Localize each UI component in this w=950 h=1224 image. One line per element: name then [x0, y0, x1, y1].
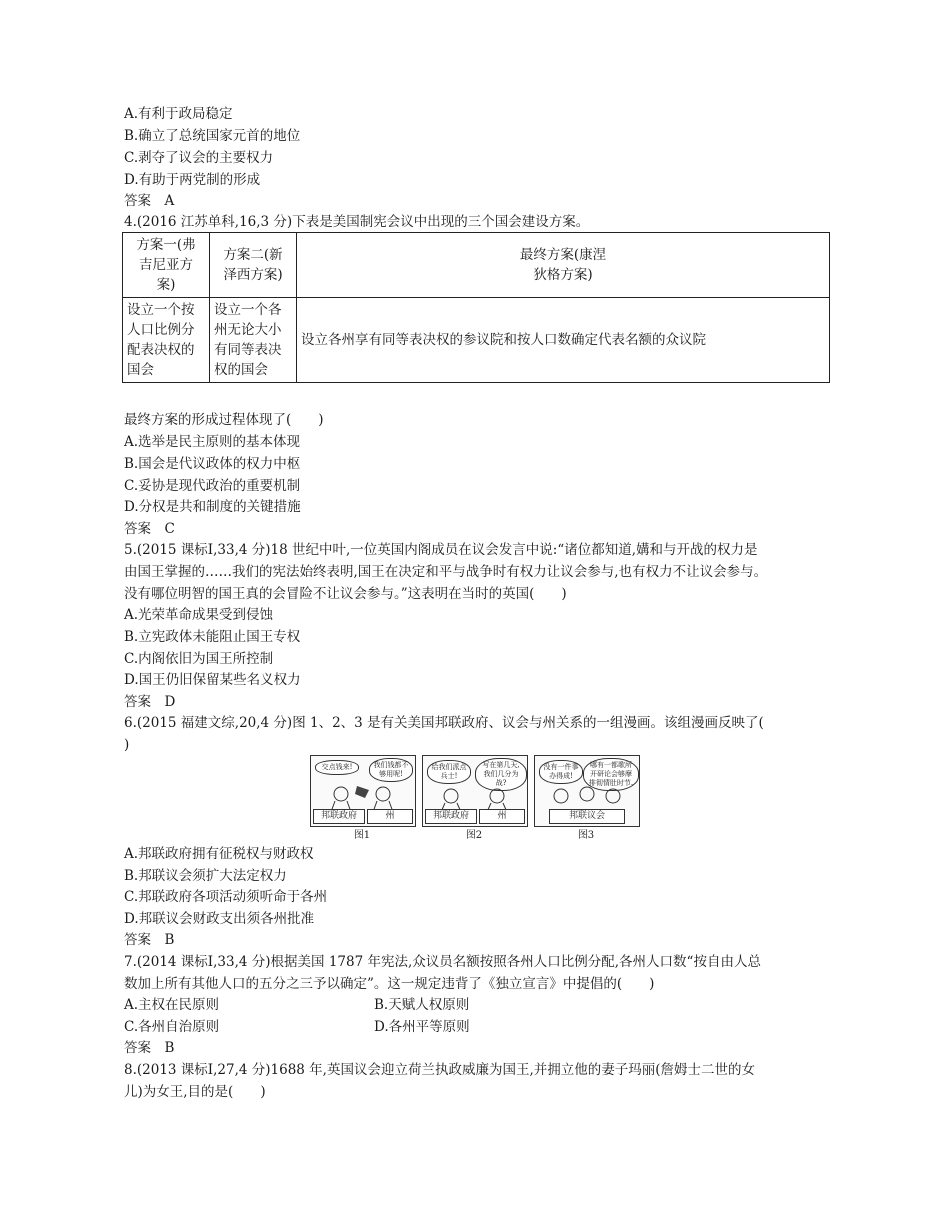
sign-label: 邦联议会 [549, 809, 625, 824]
table-header-row [123, 233, 830, 298]
speech-bubble: 交点钱来! [315, 760, 359, 775]
q5-answer: 答案 D [124, 694, 176, 710]
speech-bubble: 没有一件事办得成! [539, 760, 583, 784]
table-cell: 设立一个各州无论大小有同等表决权的国会 [210, 298, 297, 383]
q6-option-b: B.邦联议会须扩大法定权力 [124, 868, 287, 884]
speech-bubble: 给我们派点兵士! [427, 760, 471, 784]
table-header-cell: 最终方案(康涅狄格方案) [297, 233, 830, 298]
speech-bubble: 写在第几天,我们几分为战? [475, 758, 527, 791]
q5-option-d: D.国王仍旧保留某些名义权力 [124, 672, 301, 688]
comic-caption-1: 图1 [353, 830, 371, 841]
table-row [123, 298, 830, 383]
q7-stem-line-1: 7.(2014 课标Ⅰ,33,4 分)根据美国 1787 年宪法,众议员名额按照各州人口比例分配,各州人口数“按自由人总 [124, 954, 761, 970]
comic-panel-3 [534, 755, 640, 827]
table-header-cell: 方案二(新泽西方案) [210, 233, 297, 298]
q4-option-a: A.选举是民主原则的基本体现 [124, 434, 301, 450]
q3-option-d: D.有助于两党制的形成 [124, 172, 261, 188]
q5-stem-line-2: 由国王掌握的……我们的宪法始终表明,国王在决定和平与战争时有权力让议会参与,也有权力不让议会参与。 [124, 564, 768, 580]
table-cell: 设立各州享有同等表决权的参议院和按人口数确定代表名额的众议院 [297, 298, 830, 383]
q8-stem-line-1: 8.(2013 课标Ⅰ,27,4 分)1688 年,英国议会迎立荷兰执政威廉为国王,并拥立他的妻子玛丽(詹姆士二世的女 [124, 1062, 756, 1078]
q4-option-b: B.国会是代议政体的权力中枢 [124, 456, 301, 472]
q7-answer: 答案 B [124, 1040, 175, 1056]
sign-label: 邦联政府 [313, 809, 365, 824]
table-cell: 设立一个按人口比例分配表决权的国会 [123, 298, 210, 383]
speech-bubble: 我们钱都不够用呢! [369, 758, 413, 782]
comic-caption-3: 图3 [577, 830, 595, 841]
q7-stem-line-2: 数加上所有其他人口的五分之三予以确定”。这一规定违背了《独立宣言》中提倡的( ) [124, 976, 655, 992]
q4-stem: 4.(2016 江苏单科,16,3 分)下表是美国制宪会议中出现的三个国会建设方案。 [124, 214, 590, 230]
comic-panel-2 [422, 755, 528, 827]
q7-option-d: D.各州平等原则 [374, 1019, 470, 1035]
q5-option-c: C.内阁依旧为国王所控制 [124, 651, 274, 667]
sign-label: 邦联政府 [425, 809, 477, 824]
q7-option-c: C.各州自治原则 [124, 1019, 220, 1035]
comic-panel-1 [310, 755, 416, 827]
q4-plan-table [122, 232, 830, 383]
q3-answer: 答案 A [124, 193, 175, 209]
q5-option-b: B.立宪政体未能阻止国王专权 [124, 629, 301, 645]
q6-stem-line-2: ) [124, 737, 130, 753]
q5-option-a: A.光荣革命成果受到侵蚀 [124, 607, 274, 623]
q5-stem-line-3: 没有哪位明智的国王真的会冒险不让议会参与。”这表明在当时的英国( ) [124, 586, 567, 602]
q4-answer: 答案 C [124, 521, 175, 537]
q4-question: 最终方案的形成过程体现了( ) [124, 412, 324, 428]
q6-option-a: A.邦联政府拥有征税权与财政权 [124, 846, 314, 862]
q3-option-a: A.有利于政局稳定 [124, 106, 233, 122]
q6-option-c: C.邦联政府各项活动须听命于各州 [124, 889, 328, 905]
q5-stem-line-1: 5.(2015 课标Ⅰ,33,4 分)18 世纪中叶,一位英国内阁成员在议会发言中说:“诸位都知道,媾和与开战的权力是 [124, 542, 758, 558]
sign-label: 州 [479, 809, 525, 824]
q4-option-d: D.分权是共和制度的关键措施 [124, 499, 301, 515]
q7-option-b: B.天赋人权原则 [374, 997, 470, 1013]
q6-option-d: D.邦联议会财政支出须各州批准 [124, 911, 315, 927]
q3-option-c: C.剥夺了议会的主要权力 [124, 150, 274, 166]
speech-bubble: 哪有一都歌所开研论会够摩排彻情肚时节. [583, 758, 639, 791]
q6-comic-strip [310, 755, 638, 841]
comic-caption-2: 图2 [465, 830, 483, 841]
sign-label: 州 [367, 809, 413, 824]
q8-stem-line-2: 儿)为女王,目的是( ) [124, 1084, 266, 1100]
q4-option-c: C.妥协是现代政治的重要机制 [124, 478, 301, 494]
q6-answer: 答案 B [124, 932, 175, 948]
table-header-cell: 方案一(弗吉尼亚方案) [123, 233, 210, 298]
q6-stem-line-1: 6.(2015 福建文综,20,4 分)图 1、2、3 是有关美国邦联政府、议会与州关系的一组漫画。该组漫画反映了( [124, 715, 764, 731]
q7-option-a: A.主权在民原则 [124, 997, 220, 1013]
q3-option-b: B.确立了总统国家元首的地位 [124, 128, 301, 144]
